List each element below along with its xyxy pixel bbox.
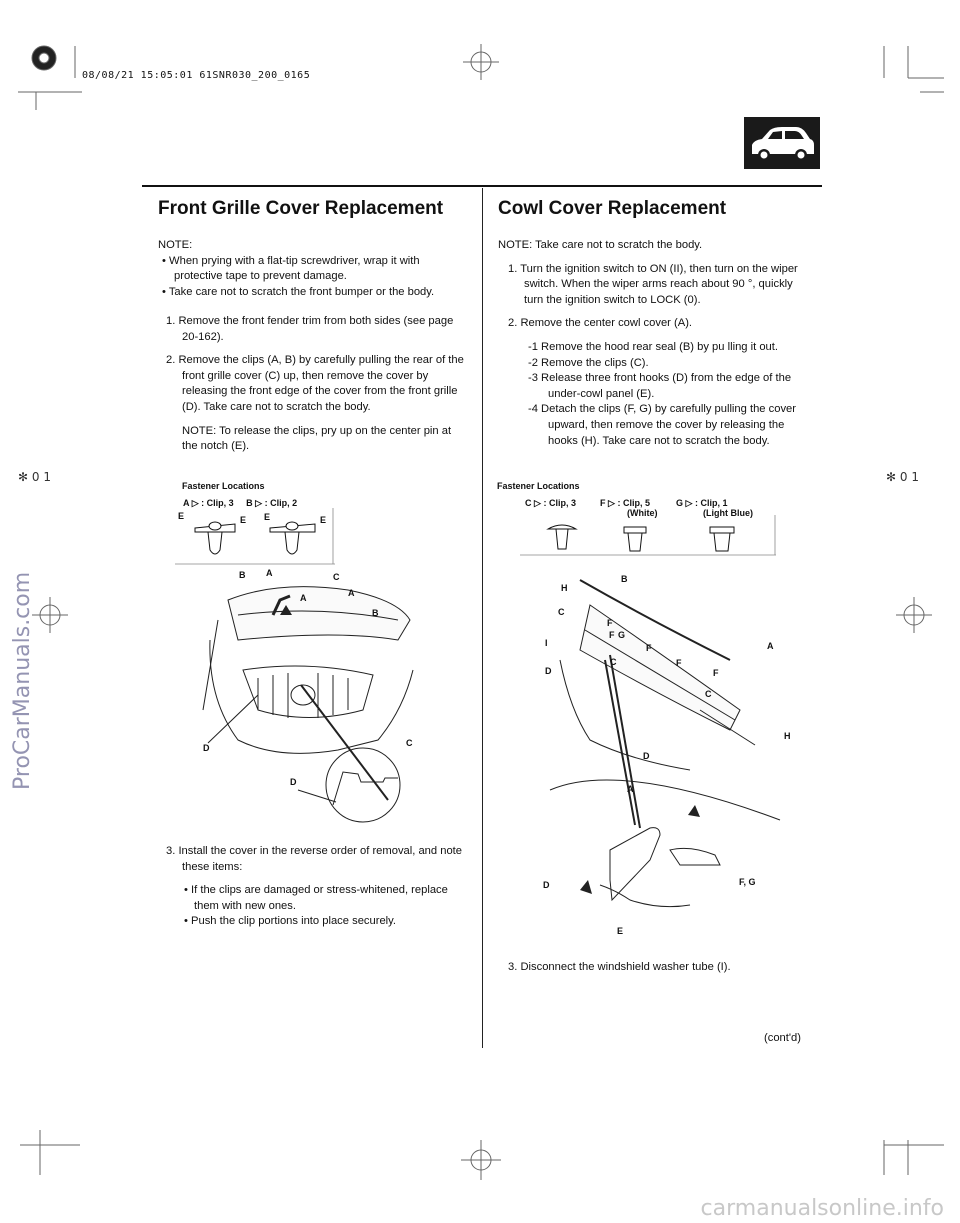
fastener-title-right: Fastener Locations	[497, 481, 580, 491]
label-d: D	[643, 751, 650, 761]
label-a: A	[348, 588, 355, 598]
note-item: • Take care not to scratch the front bumper or the body.	[162, 285, 435, 298]
label-e: E	[240, 515, 247, 525]
right-step-1: 1. Turn the ignition switch to ON (II), then turn on the wiper switch. When the wiper arms reach about 90 °, quickly turn the ignition switch to LOCK (0).	[508, 262, 798, 306]
label-b: B	[372, 608, 379, 618]
left-notes	[158, 238, 470, 300]
substep: -1 Remove the hood rear seal (B) by pu lling it out.	[528, 340, 778, 353]
step-2: 2. Remove the clips (A, B) by carefully pulling the rear of the front grille cover (C) up, then remove the cover by releasing the front edge of the cover from the front grille (D). Take care not to scratch the body.	[166, 354, 464, 413]
body-section-car-icon	[744, 117, 820, 169]
label-f: F	[609, 630, 615, 640]
substep: -3 Release three front hooks (D) from the edge of the under-cowl panel (E).	[528, 372, 792, 400]
label-f: F	[676, 658, 682, 668]
label-d: D	[543, 880, 550, 890]
left-steps	[166, 314, 466, 455]
label-c: C	[406, 738, 413, 748]
column-divider	[482, 188, 483, 1048]
margin-marker-right: ✻ 0 1	[886, 470, 919, 484]
fastener-legend-left: A ▷ : Clip, 3 B ▷ : Clip, 2	[183, 498, 298, 508]
fastener-legend-f: F ▷ : Clip, 5	[600, 498, 650, 508]
label-a: A	[300, 593, 307, 603]
step3-item: • If the clips are damaged or stress-whitened, replace them with new ones.	[184, 884, 448, 912]
right-step-3: 3. Disconnect the windshield washer tube (I).	[508, 961, 731, 973]
label-h: H	[561, 583, 568, 593]
fastener-legend-g-color: (Light Blue)	[703, 508, 753, 518]
side-watermark: ProCarManuals.com	[10, 571, 35, 790]
label-i: I	[545, 638, 548, 648]
label-c: C	[610, 657, 617, 667]
page-title-cowl-cover: Cowl Cover Replacement	[498, 198, 727, 219]
label-c: C	[705, 689, 712, 699]
substep: -4 Detach the clips (F, G) by carefully pulling the cover upward, then remove the cover by releasing the hooks (H). Take care not to scratch the body.	[528, 403, 796, 447]
label-d: D	[203, 743, 210, 753]
label-e: E	[178, 511, 185, 521]
clip-diagram-left	[175, 508, 335, 566]
label-e: E	[264, 512, 271, 522]
right-text	[498, 238, 810, 449]
label-c: C	[333, 572, 340, 582]
label-a: A	[266, 568, 273, 578]
step-2-note: NOTE: To release the clips, pry up on the center pin at the notch (E).	[182, 424, 452, 453]
clip-diagram-right	[520, 515, 778, 557]
cowl-cover-illustration	[530, 560, 800, 950]
label-d: D	[290, 777, 297, 787]
substep: -2 Remove the clips (C).	[528, 356, 649, 369]
label-b: B	[239, 570, 246, 580]
label-a: A	[767, 641, 774, 651]
label-e: E	[617, 926, 624, 936]
label-d: D	[545, 666, 552, 676]
label-a: A	[627, 784, 634, 794]
label-g: G	[618, 630, 626, 640]
label-h: H	[784, 731, 791, 741]
fastener-legend-g: G ▷ : Clip, 1	[676, 498, 728, 508]
label-f: F	[713, 668, 719, 678]
continued-note: (cont'd)	[764, 1032, 801, 1044]
left-step-3: 3. Install the cover in the reverse order of removal, and note these items: • If the clips are damaged or stress-whitened, replace them with new ones. • Push the clip portions into place securely.	[166, 844, 466, 930]
note-heading: NOTE:	[158, 239, 193, 251]
page-title-front-grille: Front Grille Cover Replacement	[158, 198, 444, 219]
label-f: F	[646, 643, 652, 653]
label-f: F	[607, 618, 613, 628]
label-c: C	[558, 607, 565, 617]
fastener-title-left: Fastener Locations	[182, 481, 265, 491]
footer-watermark: carmanualsonline.info	[700, 1196, 944, 1221]
right-step-2: 2. Remove the center cowl cover (A).	[508, 317, 693, 330]
note-item: • When prying with a flat-tip screwdriver, wrap it with protective tape to prevent damage.	[162, 254, 420, 283]
step3-item: • Push the clip portions into place securely.	[184, 915, 397, 928]
label-f-g: F, G	[739, 877, 756, 887]
label-e: E	[320, 515, 327, 525]
print-stamp: 08/08/21 15:05:01 61SNR030_200_0165	[82, 70, 311, 81]
margin-marker-left: ✻ 0 1	[18, 470, 51, 484]
fastener-legend-f-color: (White)	[627, 508, 658, 518]
fastener-legend-c: C ▷ : Clip, 3	[525, 498, 576, 508]
front-grille-illustration	[198, 560, 438, 830]
label-b: B	[621, 574, 628, 584]
step-1: 1. Remove the front fender trim from both sides (see page 20-162).	[166, 315, 454, 343]
header-rule	[142, 185, 822, 187]
right-note: NOTE: Take care not to scratch the body.	[498, 239, 703, 251]
